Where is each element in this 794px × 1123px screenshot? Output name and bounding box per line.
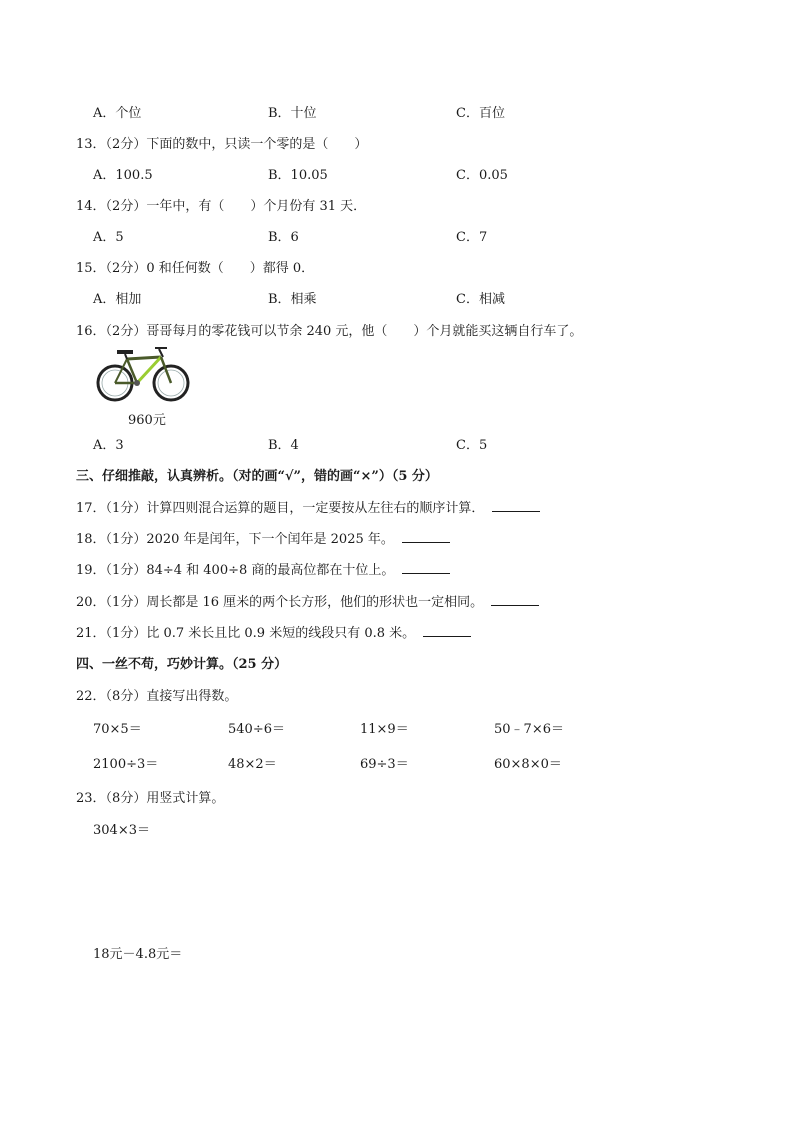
q13-option-b: B．10.05: [268, 168, 328, 183]
q22-stem: 22．（8分）直接写出得数。: [76, 689, 238, 704]
q16-option-a: A．3: [93, 438, 124, 453]
answer-blank[interactable]: [402, 541, 450, 543]
q13-stem: 13．（2分）下面的数中，只读一个零的是（ ）: [76, 137, 368, 152]
q15-option-b: B．相乘: [268, 292, 317, 307]
q15-stem: 15．（2分）0 和任何数（ ）都得 0．: [76, 261, 315, 276]
calc-item: 2100÷3＝: [93, 757, 159, 772]
q16-option-b: B．4: [268, 438, 299, 453]
answer-blank[interactable]: [491, 604, 539, 606]
q16-option-c: C．5: [456, 438, 488, 453]
section-3-heading: 三、仔细推敲，认真辨析。（对的画“√”，错的画“×”）（5 分）: [76, 469, 438, 484]
calc-item: 70×5＝: [93, 722, 142, 737]
q14-option-b: B．6: [268, 230, 299, 245]
q13-option-c: C．0.05: [456, 168, 508, 183]
bike-price-label: 960元: [128, 413, 166, 428]
q12-option-b: B．十位: [268, 106, 317, 121]
q14-option-a: A．5: [93, 230, 124, 245]
calc-item: 540÷6＝: [228, 722, 285, 737]
q20-text: 20．（1分）周长都是 16 厘米的两个长方形，他们的形状也一定相同。: [76, 595, 484, 610]
q12-option-c: C．百位: [456, 106, 505, 121]
q15-option-c: C．相减: [456, 292, 505, 307]
calc-item: 48×2＝: [228, 757, 277, 772]
bicycle-icon: [95, 343, 191, 405]
vertical-calc-item: 304×3＝: [93, 823, 150, 838]
q18-text: 18．（1分）2020 年是闰年，下一个闰年是 2025 年。: [76, 532, 394, 547]
q21-item: [76, 622, 471, 641]
q12-option-a: A．个位: [93, 106, 142, 121]
calc-item: 60×8×0＝: [494, 757, 562, 772]
q16-stem: 16．（2分）哥哥每月的零花钱可以节余 240 元，他（ ）个月就能买这辆自行车了。: [76, 324, 583, 339]
q13-option-a: A．100.5: [93, 168, 153, 183]
q23-stem: 23．（8分）用竖式计算。: [76, 791, 225, 806]
vertical-calc-item: 18元－4.8元＝: [93, 947, 183, 962]
q14-stem: 14．（2分）一年中，有（ ）个月份有 31 天．: [76, 199, 367, 214]
q19-text: 19．（1分）84÷4 和 400÷8 商的最高位都在十位上。: [76, 563, 395, 578]
answer-blank[interactable]: [423, 635, 471, 637]
q14-option-c: C．7: [456, 230, 488, 245]
q17-item: [76, 497, 540, 516]
answer-blank[interactable]: [402, 572, 450, 574]
calc-item: 69÷3＝: [360, 757, 409, 772]
section-4-heading: 四、一丝不苟，巧妙计算。（25 分）: [76, 657, 288, 672]
answer-blank[interactable]: [492, 510, 540, 512]
q21-text: 21．（1分）比 0.7 米长且比 0.9 米短的线段只有 0.8 米。: [76, 626, 416, 641]
calc-item: 11×9＝: [360, 722, 409, 737]
q19-item: [76, 559, 450, 578]
q18-item: [76, 528, 450, 547]
calc-item: 50﹣7×6＝: [494, 722, 564, 737]
q15-option-a: A．相加: [93, 292, 142, 307]
q20-item: [76, 591, 539, 610]
q17-text: 17．（1分）计算四则混合运算的题目，一定要按从左往右的顺序计算．: [76, 501, 485, 516]
